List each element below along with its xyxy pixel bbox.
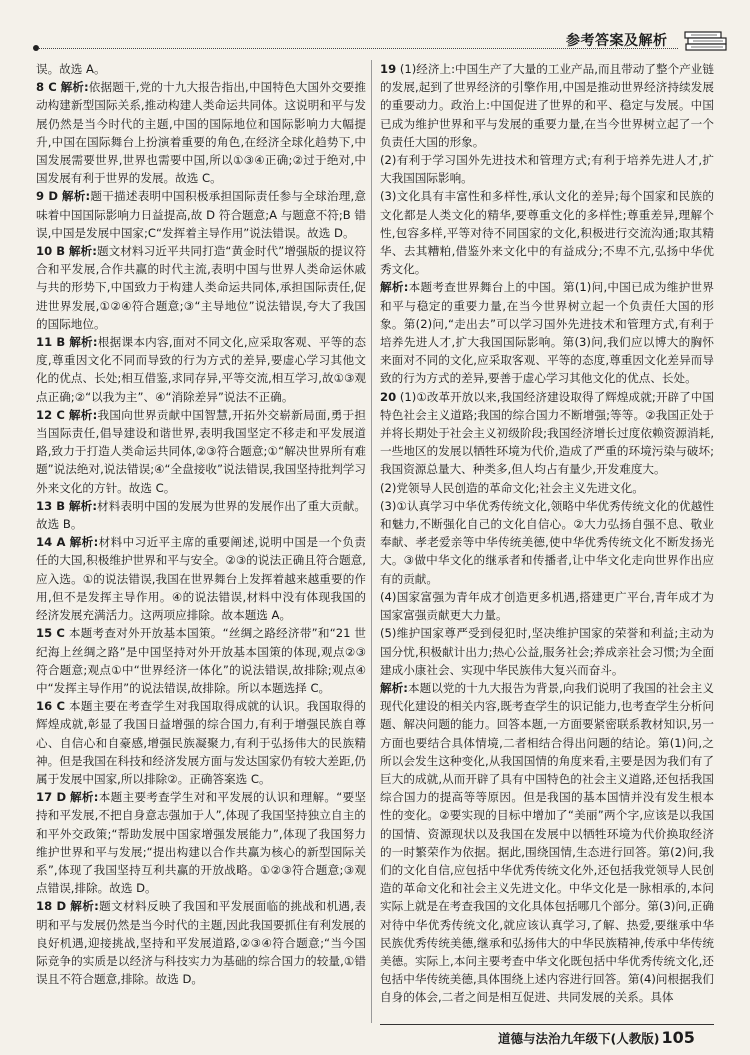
- analysis-label: 解析:: [60, 80, 89, 95]
- answer-paragraph: [380, 679, 714, 1007]
- answer-paragraph: [380, 388, 714, 479]
- answer-paragraph: [380, 497, 714, 588]
- question-number: 9 D: [36, 189, 58, 204]
- analysis-label: 解析:: [70, 899, 99, 914]
- footer: [498, 1028, 695, 1047]
- answer-text: 依据题干,党的十九大报告指出,中国特色大国外交要推动构建新型国际关系,推动构建人类命运共同体。这说明和平与发展仍然是当今时代的主题,中国的国际地位和国际影响力大幅提升,中国在国际舞台上扮演着重要的角色,在经济全球化趋势下,中国发展需要世界,世界也需要中国,所以①③④正确;②过于绝对,中国发展有利于世界的发展。故选 C。: [36, 80, 367, 186]
- question-number: 20: [380, 389, 397, 404]
- footer-rule: [380, 1024, 714, 1025]
- answer-text: 本题以党的十九大报告为背景,向我们说明了我国的社会主义现代化建设的相关内容,既考查学生的识记能力,也考查学生分析问题、解决问题的能力。回答本题,一方面要紧密联系教材知识,另一方面也要结合具体情境,二者相结合得出问题的结论。第(1)问,之所以会发生这种变化,从我国国情的角度来看,主要是因为我们有了巨大的成就,从而开辟了具有中国特色的社会主义道路,还包括我国综合国力的提高等等原因。但是我国的基本国情并没有发生根本性的变化。②要实现的目标中增加了“美丽”两个字,应该是以我国的国情、资源现状以及我国在发展中以牺牲环境为代价换取经济的一时繁荣作为依据。据此,围绕国情,生态进行回答。第(2)问,我们的文化自信,应包括中华优秀传统文化外,还包括我党领导人民创造的革命文化和社会主义先进文化。中华文化是一脉相承的,本问实际上就是在考查我国的文化具体包括哪几个部分。第(3)问,正确对待中华优秀传统文化,就应该认真学习,了解、热爱,要继承中华民族优秀传统美德,继承和弘扬伟大的中华民族精神,传承中华传统美德。实际上,本问主要考查中华文化既包括中华优秀传统文化,还包括中华传统美德,具体围绕上述内容进行回答。第(4)问根据我们自身的体会,二者之间是相互促进、共同发展的关系。具体: [380, 680, 715, 1005]
- answer-paragraph: [36, 624, 366, 697]
- analysis-label: 解析:: [68, 498, 97, 513]
- question-number: 8 C: [36, 80, 57, 95]
- answer-text: 我国向世界贡献中国智慧,开拓外交崭新局面,勇于担当国际责任,倡导建设和谐世界,表明我国坚定不移走和平发展道路,致力于打造人类命运共同体,②③符合题意;①“解决世界所有难题”说法绝对,说法错误;④“全盘接收”说法错误,我国坚持批判学习外来文化的方针。故选 C。: [36, 407, 367, 495]
- answer-text: 题文材料反映了我国和平发展面临的挑战和机遇,表明和平与发展仍然是当今时代的主题,因此我国要抓住有利发展的良好机遇,迎接挑战,坚持和平发展道路,②③④符合题意;“当今国际竞争的实质是以经济与科技实力为基础的综合国力的较量,①错误且不符合题意,排除。故选 D。: [36, 899, 367, 987]
- analysis-label: 解析:: [70, 790, 99, 805]
- answer-text: 本题考查世界舞台上的中国。第(1)问,中国已成为维护世界和平与稳定的重要力量,在当今世界树立起一个负责任大国的形象。第(2)问,“走出去”可以学习国外先进技术和管理方式,有利于培养先进人才,扩大我国国际影响。第(3)问,我们应以博大的胸怀来面对不同的文化,应采取客观、平等的态度,尊重因文化差异而导致的行为方式的差异,要善于虚心学习其他文化的优点、长处。: [380, 280, 714, 386]
- answer-paragraph: [380, 588, 714, 624]
- answer-text: 材料中习近平主席的重要阐述,说明中国是一个负责任的大国,积极维护世界和平与安全。②③的说法正确且符合题意,应入选。①的说法错误,我国在世界舞台上发挥着越来越重要的作用,但不是发挥主导作用。④的说法错误,材料中没有体现我国的经济发展充满活力。这两项应排除。故本题选 A。: [36, 535, 366, 623]
- answer-text: (2)党领导人民创造的革命文化;社会主义先进文化。: [380, 480, 644, 495]
- left-column: [36, 60, 366, 988]
- answer-text: 题文材料习近平共同打造“黄金时代”增强版的提议符合和平发展,合作共赢的时代主流,表明中国与世界人类命运休戚与共的形势下,中国致力于构建人类命运共同体,承担国际责任,促进世界发展,①②④符合题意;③“主导地位”说法错误,夸大了我国的国际地位。: [36, 244, 367, 331]
- analysis-label: 解析:: [68, 244, 97, 259]
- analysis-label: 解析:: [69, 535, 99, 550]
- answer-text: 本题考查对外开放基本国策。“丝绸之路经济带”和“21 世纪海上丝绸之路”是中国坚持对外开放基本国策的体现,观点②③符合题意;观点①中“世界经济一体化”的说法错误,故排除;观点④中“发挥主导作用”的说法错误,故排除。所以本题选择 C。: [36, 626, 366, 695]
- question-number: 13 B: [36, 498, 66, 513]
- answer-paragraph: [36, 788, 366, 897]
- answer-text: 误。故选 A。: [36, 62, 106, 76]
- analysis-label: 解析:: [69, 335, 98, 350]
- question-number: 14 A: [36, 535, 66, 550]
- answer-text: 根据课本内容,面对不同文化,应采取客观、平等的态度,尊重因文化不同而导致的行为方式的差异,要虚心学习其他文化的优点、长处;相互借鉴,求同存异,平等交流,相互学习,故①③观点正确;②“以我为主”、④“消除差异”说法不正确。: [36, 335, 366, 404]
- book-icon: [683, 26, 729, 54]
- answer-paragraph: [380, 479, 714, 497]
- question-number: 10 B: [36, 244, 66, 259]
- right-column: [380, 60, 714, 1007]
- answer-text: (4)国家富强为青年成才创造更多机遇,搭建更广平台,青年成才为国家富强贡献更大力量。: [380, 589, 714, 623]
- answer-paragraph: [36, 497, 366, 533]
- question-number: 16 C: [36, 699, 65, 714]
- answer-text: 题干描述表明中国积极承担国际责任参与全球治理,意味着中国国际影响力日益提高,故 D 符合题意;A 与题意不符;B 错误,中国是发展中国家;C“发挥着主导作用”说法错误。故选 D。: [36, 189, 367, 240]
- analysis-label: 解析:: [61, 189, 91, 204]
- analysis-label: 解析:: [380, 280, 409, 295]
- answer-text: 材料表明中国的发展为世界的发展作出了重大贡献。故选 B。: [36, 498, 366, 532]
- answer-text: (3)①认真学习中华优秀传统文化,领略中华优秀传统文化的优越性和魅力,不断强化自己的文化自信心。②大力弘扬自强不息、敬业奉献、孝老爱亲等中华传统美德,使中华优秀传统文化不断发扬光大。③做中华文化的继承者和传播者,让中华文化走向世界作出应有的贡献。: [380, 498, 714, 586]
- answer-text: 本题主要在考查学生对我国取得成就的认识。我国取得的辉煌成就,彰显了我国日益增强的综合国力,有利于增强民族自尊心、自信心和自豪感,增强民族凝聚力,有利于弘扬伟大的民族精神。但是我国在科技和经济发展方面与发达国家仍有较大差距,仍属于发展中国家,所以排除②。正确答案选 C。: [36, 699, 366, 786]
- answer-paragraph: [36, 333, 366, 406]
- answer-paragraph: [36, 697, 366, 788]
- answer-paragraph: [36, 187, 366, 242]
- question-number: 18 D: [36, 899, 67, 914]
- question-number: 15 C: [36, 626, 65, 641]
- header-title: 参考答案及解析: [566, 33, 668, 49]
- answer-text: (2)有利于学习国外先进技术和管理方式;有利于培养先进人才,扩大我国国际影响。: [380, 153, 714, 186]
- answer-paragraph: [380, 60, 714, 151]
- answer-paragraph: [36, 406, 366, 497]
- answer-paragraph: [380, 624, 714, 679]
- question-number: 19: [380, 62, 397, 76]
- answer-text: (1)经济上:中国生产了大量的工业产品,而且带动了整个产业链的发展,起到了世界经济的引擎作用,中国是推动世界经济持续发展的重要动力。政治上:中国促进了世界的和平、稳定与发展。中国已成为维护世界和平与发展的重要力量,在当今世界树立起了一个负责任大国的形象。: [380, 62, 714, 149]
- answer-text: 本题主要考查学生对和平发展的认识和理解。“要坚持和平发展,不把自身意志强加于人”,体现了我国坚持独立自主的和平外交政策;“帮助发展中国家增强发展能力”,体现了我国努力维护世界和平与发展;“提出构建以合作共赢为核心的新型国际关系”,体现了我国坚持互利共赢的开放战略。①②③符合题意;③观点错误,排除。故选 D。: [36, 790, 366, 896]
- answer-paragraph: [36, 897, 366, 988]
- footer-subject: 道德与法治九年级下(人教版): [498, 1031, 660, 1046]
- analysis-label: 解析:: [380, 680, 408, 695]
- answer-text: (1)①改革开放以来,我国经济建设取得了辉煌成就;开辟了中国特色社会主义道路;我国的综合国力不断增强;等等。②我国正处于并将长期处于社会主义初级阶段;我国经济增长过度依赖资源消耗,一些地区的发展以牺牲环境为代价,造成了严重的环境污染与破坏;我国资源总量大、种类多,但人均占有量少,开发难度大。: [380, 389, 714, 477]
- answer-paragraph: [36, 242, 366, 333]
- answer-paragraph: [36, 533, 366, 624]
- answer-text: (5)维护国家尊严受到侵犯时,坚决维护国家的荣誉和利益;主动为国分忧,积极献计出力;热心公益,服务社会;养成亲社会习惯;为全面建成小康社会、实现中华民族伟大复兴而奋斗。: [380, 626, 714, 677]
- answer-text: (3)文化具有丰富性和多样性,承认文化的差异;每个国家和民族的文化都是人类文化的精华,要尊重文化的多样性;尊重差异,理解个性,包容多样,平等对待不同国家的文化,积极进行交流沟通;取其精华、去其糟粕,借鉴外来文化中的有益成分;不卑不亢,弘扬中华优秀文化。: [380, 189, 714, 277]
- answer-paragraph: [380, 187, 714, 278]
- answer-paragraph: [380, 278, 714, 387]
- column-divider: [371, 60, 372, 1023]
- question-number: 11 B: [36, 335, 66, 350]
- answer-paragraph: [36, 60, 366, 78]
- question-number: 17 D: [36, 790, 67, 805]
- page-number: 105: [661, 1028, 695, 1047]
- answer-paragraph: [36, 78, 366, 187]
- question-number: 12 C: [36, 407, 65, 422]
- analysis-label: 解析:: [68, 407, 98, 422]
- answer-paragraph: [380, 151, 714, 187]
